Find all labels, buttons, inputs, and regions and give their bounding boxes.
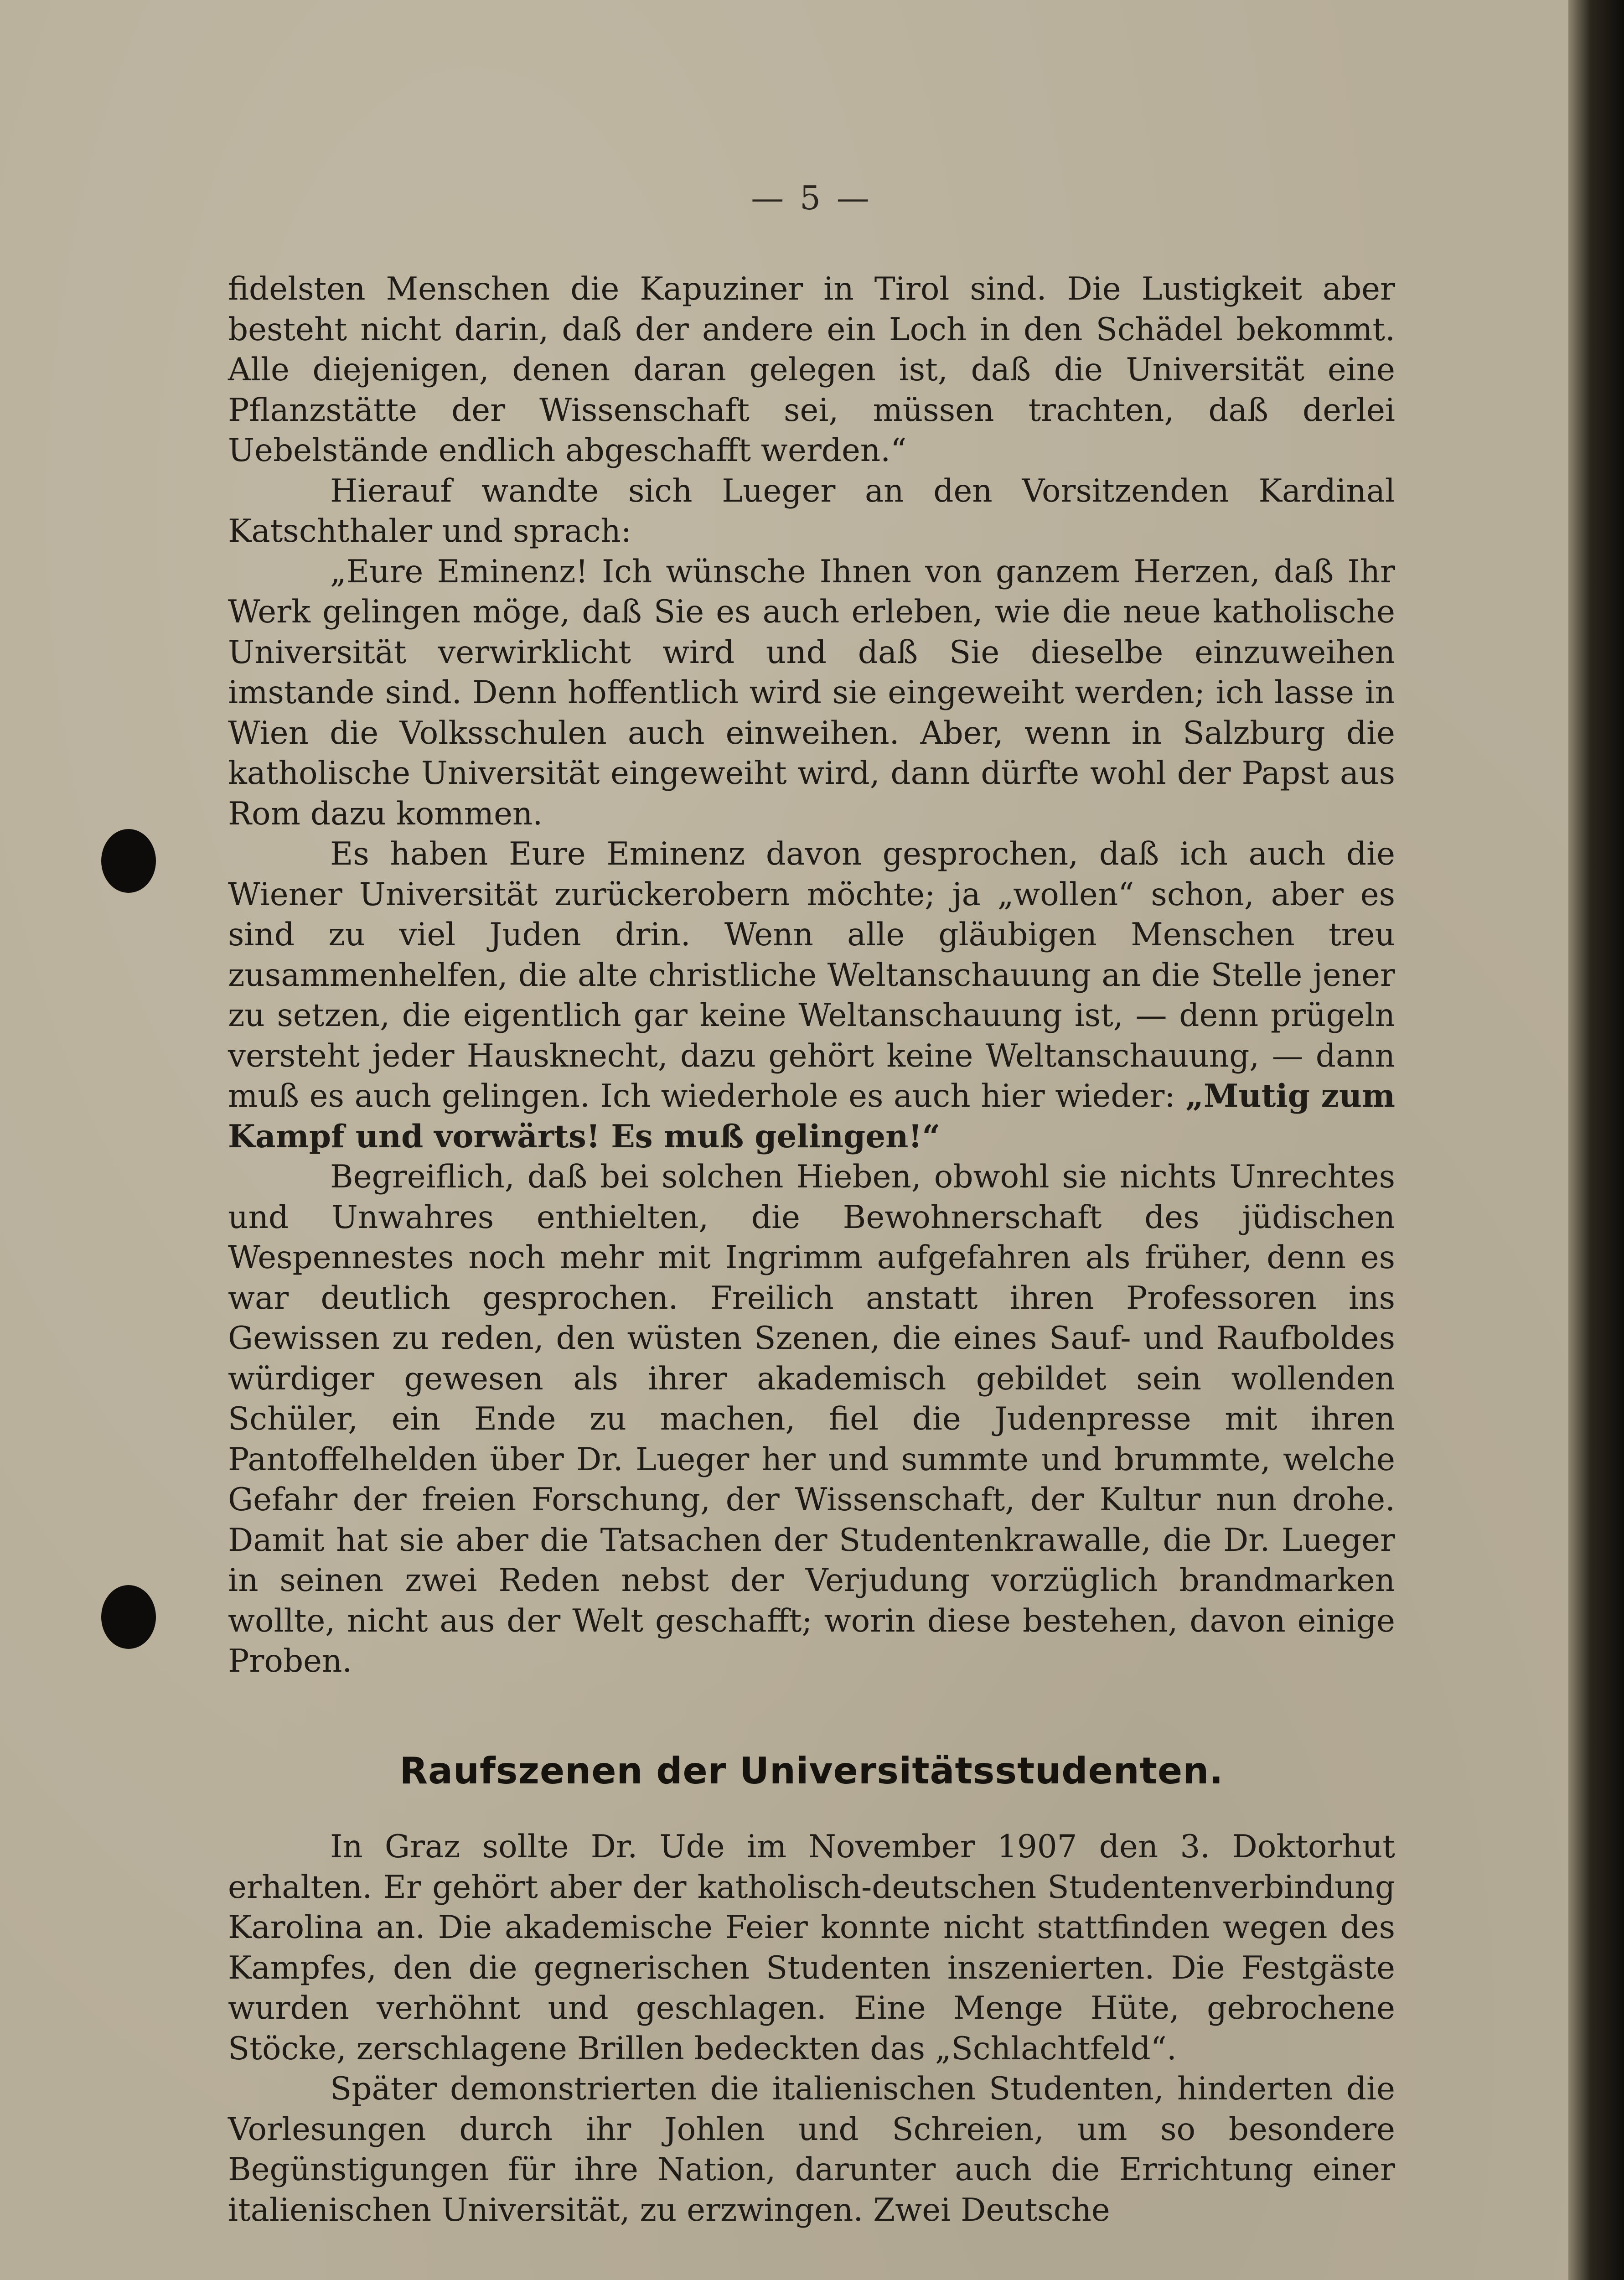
paragraph-lueger-kardinal: Hierauf wandte sich Lueger an den Vorsitzenden Kardinal Katschthaler und sprach:	[228, 472, 1395, 549]
book-edge-shadow	[1568, 0, 1624, 2280]
section-heading-raufszenen: Raufszenen der Universitätsstudenten.	[399, 1749, 1224, 1792]
punch-hole-lower	[101, 1585, 156, 1649]
punch-hole-upper	[101, 829, 156, 893]
page-number: — 5 —	[751, 179, 872, 217]
paragraph-eure-eminenz: „Eure Eminenz! Ich wünsche Ihnen von ganzem Herzen, daß Ihr Werk gelingen möge, daß Sie es auch erleben, wie die neue katholische Universität verwirklicht wird und daß Sie dieselbe einzuweihen imstande sind. Denn hoffentlich wird sie eingeweiht werden; ich lasse in Wien die Volksschulen auch einweihen. Aber, wenn in Salzburg die katholische Universität eingeweiht wird, dann dürfte wohl der Papst aus Rom dazu kommen.	[228, 553, 1395, 832]
paragraph-begreiflich: Begreiflich, daß bei solchen Hieben, obwohl sie nichts Unrechtes und Unwahres enthielten, die Bewohnerschaft des jüdischen Wespennestes noch mehr mit Ingrimm aufgefahren als früher, denn es war deutlich gesprochen. Freilich anstatt ihren Professoren ins Gewissen zu reden, den wüsten Szenen, die eines Sauf- und Raufboldes würdiger gewesen als ihrer akademisch gebildet sein wollenden Schüler, ein Ende zu machen, fiel die Judenpresse mit ihren Pantoffelhelden über Dr. Lueger her und summte und brummte, welche Gefahr der freien Forschung, der Wissenschaft, der Kultur nun drohe. Damit hat sie aber die Tatsachen der Studentenkrawalle, die Dr. Lueger in seinen zwei Reden nebst der Verjudung vorzüglich brandmarken wollte, nicht aus der Welt geschafft; worin diese bestehen, davon einige Proben.	[228, 1159, 1395, 1679]
paragraph-graz: In Graz sollte Dr. Ude im November 1907 den 3. Doktorhut erhalten. Er gehört aber der katholisch-deutschen Studentenverbindung Karolina an. Die akademische Feier konnte nicht stattfinden wegen des Kampfes, den die gegnerischen Studenten inszenierten. Die Festgäste wurden verhöhnt und geschlagen. Eine Menge Hüte, gebrochene Stöcke, zerschlagene Brillen bedeckten das „Schlachtfeld“.	[228, 1829, 1395, 2067]
paragraph-wiener-universitaet-text: Es haben Eure Eminenz davon gesprochen, daß ich auch die Wiener Universität zurückerobern möchte; ja „wollen“ schon, aber es sind zu viel Juden drin. Wenn alle gläubigen Menschen treu zusammenhelfen, die alte christliche Weltanschauung an die Stelle jener zu setzen, die eigentlich gar keine Weltanschauung ist, — denn prügeln versteht jeder Hausknecht, dazu gehört keine Weltanschauung, — dann muß es auch gelingen. Ich wiederhole es auch hier wieder:	[228, 836, 1395, 1114]
body-text	[228, 269, 1395, 2230]
paragraph-wiener-universitaet	[228, 834, 1395, 1157]
paragraph-italienische-studenten: Später demonstrierten die italienischen Studenten, hinderten die Vorlesungen durch ihr Johlen und Schreien, um so besondere Begünstigungen für ihre Nation, darunter auch die Errichtung einer italienischen Universität, zu erzwingen. Zwei Deutsche	[228, 2071, 1395, 2228]
paragraph-lustigkeit: fidelsten Menschen die Kapuziner in Tirol sind. Die Lustigkeit aber besteht nicht darin, daß der andere ein Loch in den Schädel bekommt. Alle diejenigen, denen daran gelegen ist, daß die Universität eine Pflanzstätte der Wissenschaft sei, müssen trachten, daß derlei Uebelstände endlich abgeschafft werden.“	[228, 271, 1395, 469]
slogan-mutig-zum-kampf: „Mutig zum Kampf und vorwärts! Es muß gelingen!“	[228, 1078, 1395, 1155]
